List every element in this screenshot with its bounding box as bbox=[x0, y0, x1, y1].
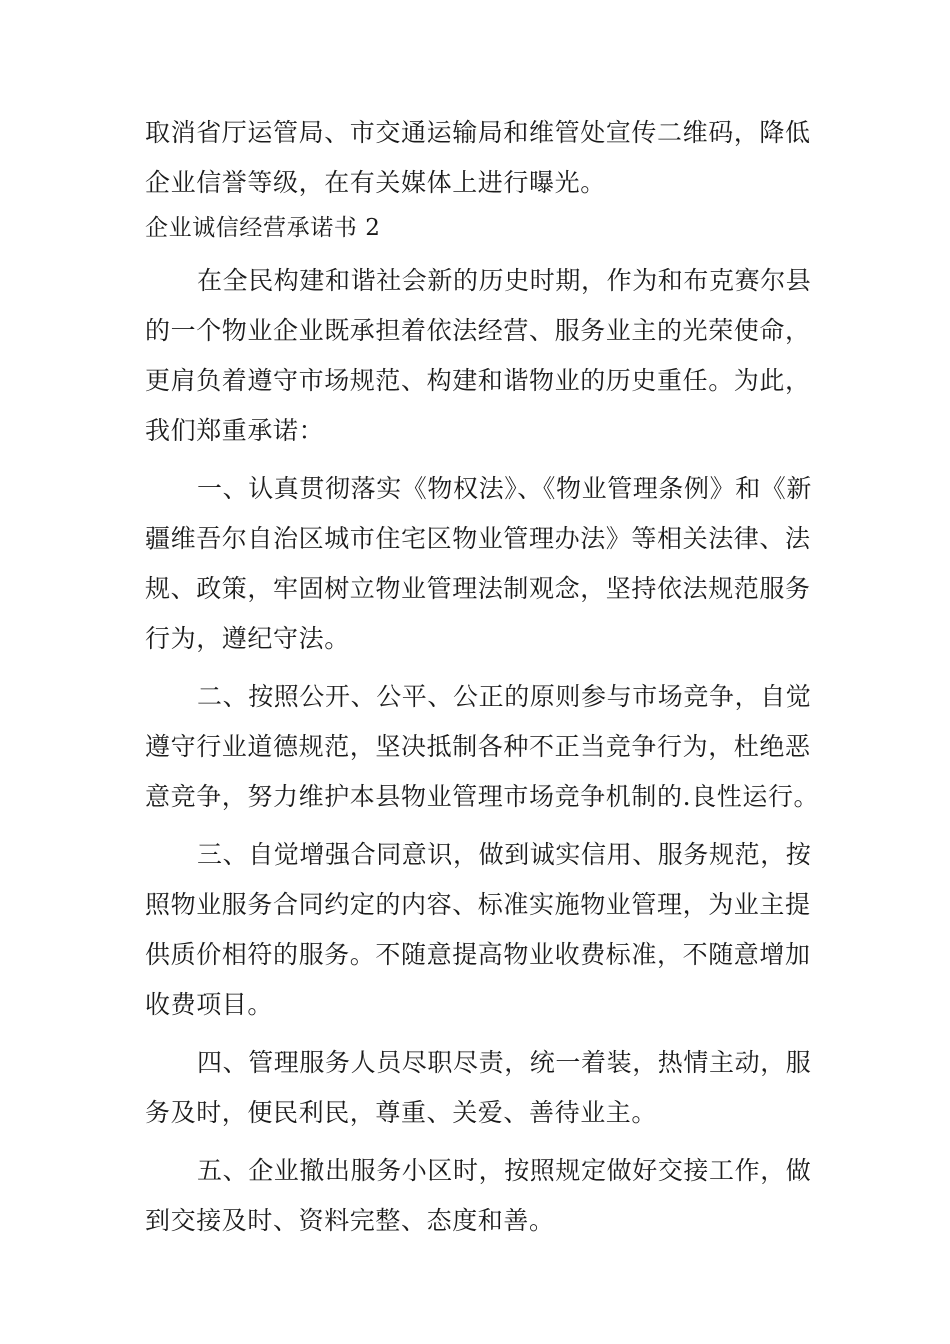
paragraph-preamble bbox=[145, 256, 810, 456]
text-line: 取消省厅运管局、市交通运输局和维管处宣传二维码，降低 bbox=[145, 118, 811, 147]
text-line: 意竞争，努力维护本县物业管理市场竞争机制的.良性运行。 bbox=[145, 782, 820, 811]
text-line: 四、管理服务人员尽职尽责，统一着装，热情主动，服 bbox=[197, 1048, 812, 1077]
text-line: 更肩负着遵守市场规范、构建和谐物业的历史重任。为此， bbox=[145, 366, 811, 395]
text-line: 务及时，便民利民，尊重、关爱、善待业主。 bbox=[145, 1098, 658, 1127]
text-line: 照物业服务合同约定的内容、标准实施物业管理，为业主提 bbox=[145, 890, 811, 919]
paragraph-item-2 bbox=[145, 672, 820, 822]
text-line: 供质价相符的服务。不随意提高物业收费标准，不随意增加 bbox=[145, 940, 811, 969]
text-line: 五、企业撤出服务小区时，按照规定做好交接工作，做 bbox=[197, 1156, 812, 1185]
section-title: 企业诚信经营承诺书 2 bbox=[145, 215, 381, 241]
document-body bbox=[145, 108, 820, 1246]
text-line: 我们郑重承诺： bbox=[145, 416, 325, 445]
paragraph-item-3 bbox=[145, 830, 810, 1030]
text-line: 疆维吾尔自治区城市住宅区物业管理办法》等相关法律、法 bbox=[145, 524, 811, 553]
intro-paragraph bbox=[145, 108, 810, 208]
text-line: 一、认真贯彻落实《物权法》、《物业管理条例》和《新 bbox=[197, 474, 813, 503]
paragraph-item-5 bbox=[145, 1146, 810, 1246]
text-line: 遵守行业道德规范，坚决抵制各种不正当竞争行为，杜绝恶 bbox=[145, 732, 811, 761]
text-line: 企业信誉等级，在有关媒体上进行曝光。 bbox=[145, 168, 606, 197]
text-line: 三、自觉增强合同意识，做到诚实信用、服务规范，按 bbox=[197, 840, 812, 869]
text-line: 到交接及时、资料完整、态度和善。 bbox=[145, 1206, 555, 1235]
text-line: 规、政策，牢固树立物业管理法制观念，坚持依法规范服务 bbox=[145, 574, 811, 603]
paragraph-item-1 bbox=[145, 464, 813, 664]
text-line: 收费项目。 bbox=[145, 990, 274, 1019]
text-line: 的一个物业企业既承担着依法经营、服务业主的光荣使命， bbox=[145, 316, 811, 345]
text-line: 在全民构建和谐社会新的历史时期，作为和布克赛尔县 bbox=[197, 266, 812, 295]
paragraph-item-4 bbox=[145, 1038, 810, 1138]
text-line: 行为，遵纪守法。 bbox=[145, 624, 350, 653]
text-line: 二、按照公开、公平、公正的原则参与市场竞争，自觉 bbox=[197, 682, 812, 711]
